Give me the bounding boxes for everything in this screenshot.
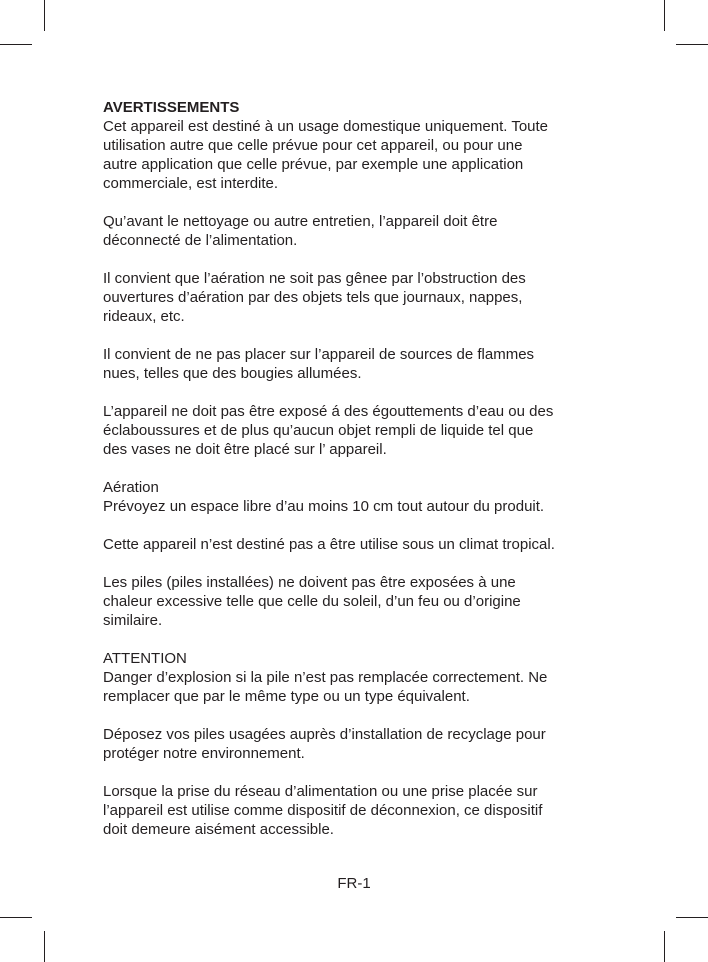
text-line: Prévoyez un espace libre d’au moins 10 cm tout autour du produit. [103, 498, 545, 515]
crop-mark-top-left-horizontal [0, 44, 32, 45]
section-subheading: ATTENTION [103, 650, 187, 667]
crop-mark-top-right-vertical [664, 0, 665, 31]
paragraph [103, 649, 623, 706]
text-line: autre application que celle prévue, par exemple une application [103, 156, 524, 173]
paragraph [103, 725, 623, 763]
text-line: Qu’avant le nettoyage ou autre entretien, l’appareil doit être [103, 213, 498, 230]
text-line: ouvertures d’aération par des objets tels que journaux, nappes, [103, 289, 523, 306]
text-line: nues, telles que des bougies allumées. [103, 365, 362, 382]
text-line: Les piles (piles installées) ne doivent pas être exposées à une [103, 574, 516, 591]
text-line: des vases ne doit être placé sur l’ appareil. [103, 441, 387, 458]
paragraph [103, 269, 623, 326]
document-body [103, 98, 623, 858]
text-line: remplacer que par le même type ou un type équivalent. [103, 688, 470, 705]
text-line: Lorsque la prise du réseau d’alimentation ou une prise placée sur [103, 783, 538, 800]
text-line: utilisation autre que celle prévue pour cet appareil, ou pour une [103, 137, 523, 154]
text-line: doit demeure aisément accessible. [103, 821, 334, 838]
crop-mark-bottom-right-horizontal [676, 917, 708, 918]
text-line: L’appareil ne doit pas être exposé á des égouttements d’eau ou des [103, 403, 554, 420]
paragraph [103, 98, 623, 193]
text-line: similaire. [103, 612, 163, 629]
text-line: Déposez vos piles usagées auprès d’installation de recyclage pour [103, 726, 546, 743]
text-line: chaleur excessive telle que celle du soleil, d’un feu ou d’origine [103, 593, 521, 610]
paragraph [103, 345, 623, 383]
paragraph [103, 212, 623, 250]
crop-mark-bottom-left-vertical [44, 931, 45, 962]
paragraph [103, 535, 623, 554]
paragraph [103, 782, 623, 839]
text-line: commerciale, est interdite. [103, 175, 279, 192]
text-line: rideaux, etc. [103, 308, 185, 325]
crop-mark-bottom-right-vertical [664, 931, 665, 962]
crop-mark-top-right-horizontal [676, 44, 708, 45]
paragraph [103, 402, 623, 459]
text-line: l’appareil est utilise comme dispositif de déconnexion, ce dispositif [103, 802, 543, 819]
crop-mark-top-left-vertical [44, 0, 45, 31]
text-line: protéger notre environnement. [103, 745, 305, 762]
paragraph [103, 478, 623, 516]
text-line: Cet appareil est destiné à un usage domestique uniquement. Toute [103, 118, 549, 135]
paragraph [103, 573, 623, 630]
text-line: Danger d’explosion si la pile n’est pas remplacée correctement. Ne [103, 669, 548, 686]
crop-mark-bottom-left-horizontal [0, 917, 32, 918]
text-line: Il convient de ne pas placer sur l’appareil de sources de flammes [103, 346, 535, 363]
text-line: éclaboussures et de plus qu’aucun objet rempli de liquide tel que [103, 422, 534, 439]
section-heading: AVERTISSEMENTS [103, 99, 240, 116]
text-line: Cette appareil n’est destiné pas a être utilise sous un climat tropical. [103, 536, 555, 553]
page-number: FR-1 [337, 875, 371, 892]
section-subheading: Aération [103, 479, 159, 496]
text-line: déconnecté de l’alimentation. [103, 232, 298, 249]
text-line: Il convient que l’aération ne soit pas gênee par l’obstruction des [103, 270, 526, 287]
